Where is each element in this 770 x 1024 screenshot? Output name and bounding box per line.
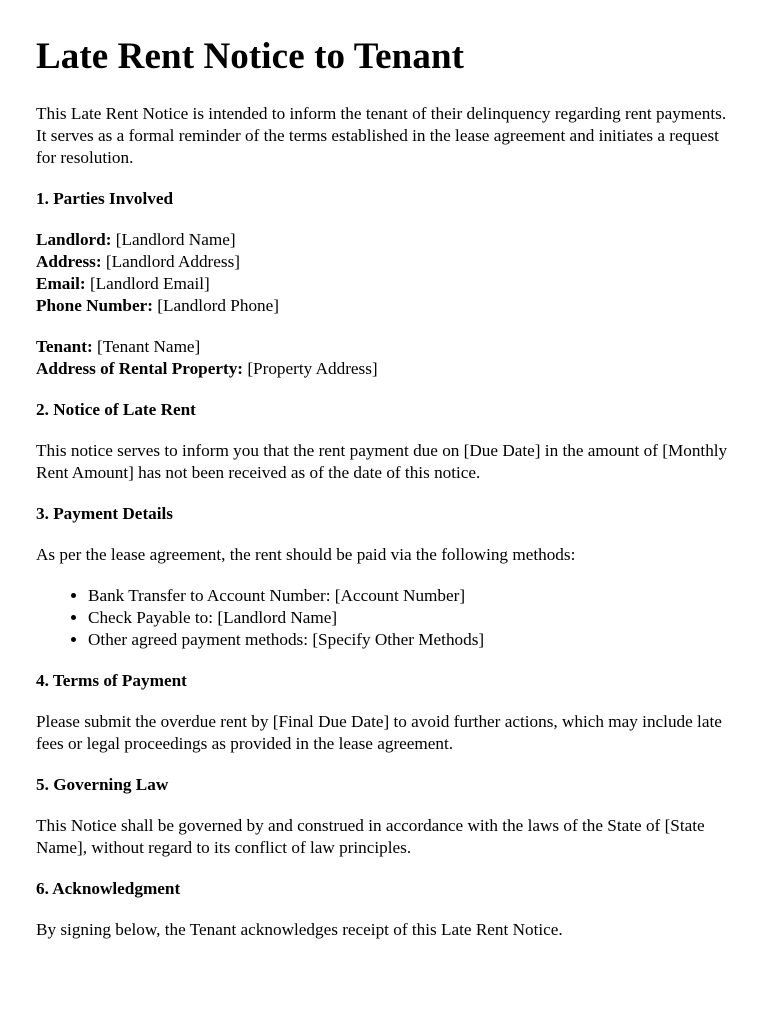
email-label: Email:: [36, 274, 86, 293]
list-item: • Check Payable to: [Landlord Name]: [88, 607, 734, 629]
payment-paragraph: As per the lease agreement, the rent should be paid via the following methods:: [36, 545, 576, 564]
payment-methods-list: [36, 585, 734, 651]
list-item: • Other agreed payment methods: [Specify Other Methods]: [88, 629, 734, 651]
address-label: Address:: [36, 252, 102, 271]
law-paragraph: This Notice shall be governed by and construed in accordance with the laws of the State of [State Name], without regard to its conflict of law principles.: [36, 816, 705, 857]
tenant-details: [36, 336, 734, 380]
list-item: • Bank Transfer to Account Number: [Account Number]: [88, 585, 734, 607]
address-value: [Landlord Address]: [105, 252, 241, 271]
landlord-value: [Landlord Name]: [115, 230, 236, 249]
ack-paragraph: By signing below, the Tenant acknowledges receipt of this Late Rent Notice.: [36, 920, 563, 939]
phone-label: Phone Number:: [36, 296, 153, 315]
tenant-value: [Tenant Name]: [96, 337, 201, 356]
notice-paragraph: This notice serves to inform you that the rent payment due on [Due Date] in the amount of [Monthly Rent Amount] has not been received as of the date of this notice.: [36, 441, 728, 482]
property-value: [Property Address]: [247, 359, 378, 378]
section-heading-law: 5. Governing Law: [36, 775, 169, 794]
terms-paragraph: Please submit the overdue rent by [Final Due Date] to avoid further actions, which may include late fees or legal proceedings as provided in the lease agreement.: [36, 712, 722, 753]
phone-value: [Landlord Phone]: [157, 296, 279, 315]
section-heading-notice: 2. Notice of Late Rent: [36, 400, 196, 419]
section-heading-payment: 3. Payment Details: [36, 504, 173, 523]
intro-paragraph: This Late Rent Notice is intended to inform the tenant of their delinquency regarding rent payments. It serves as a formal reminder of the terms established in the lease agreement and initiates a request for resolution.: [36, 104, 727, 167]
email-value: [Landlord Email]: [89, 274, 210, 293]
section-heading-parties: 1. Parties Involved: [36, 189, 174, 208]
landlord-label: Landlord:: [36, 230, 112, 249]
tenant-label: Tenant:: [36, 337, 93, 356]
document-title: Late Rent Notice to Tenant: [36, 36, 465, 77]
section-heading-terms: 4. Terms of Payment: [36, 671, 187, 690]
property-label: Address of Rental Property:: [36, 359, 244, 378]
section-heading-ack: 6. Acknowledgment: [36, 879, 181, 898]
landlord-details: [36, 229, 734, 317]
